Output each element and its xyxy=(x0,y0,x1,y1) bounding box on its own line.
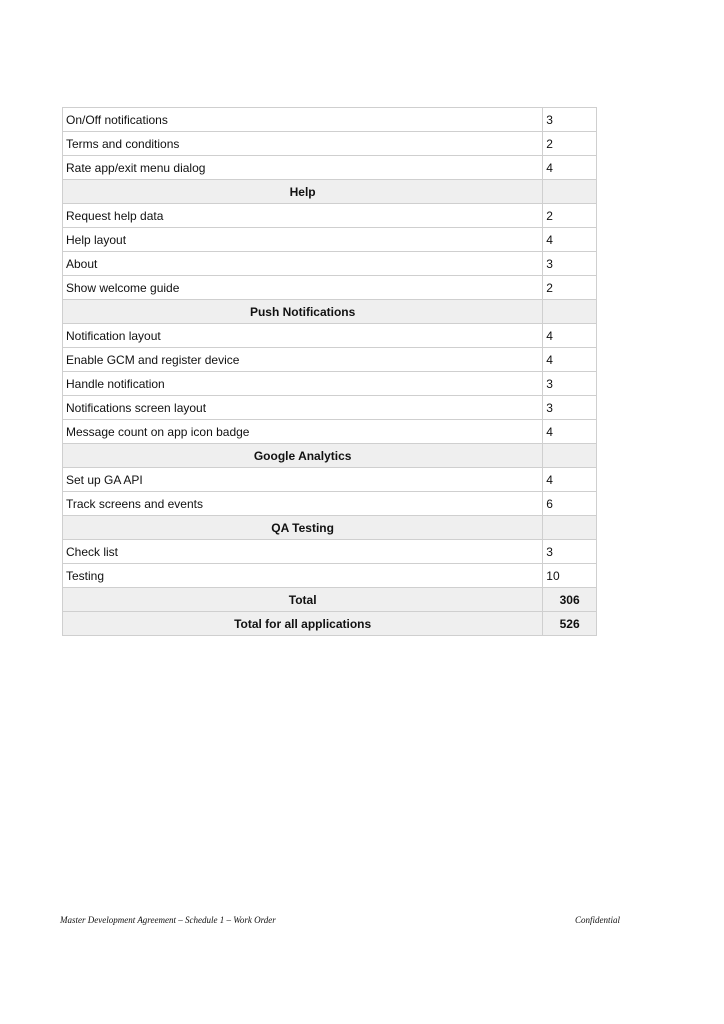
total-value: 526 xyxy=(543,612,597,636)
task-name: Enable GCM and register device xyxy=(63,348,543,372)
estimate-value: 3 xyxy=(543,108,597,132)
estimate-value: 3 xyxy=(543,540,597,564)
total-row xyxy=(63,588,597,612)
estimate-value: 3 xyxy=(543,372,597,396)
estimate-value: 6 xyxy=(543,492,597,516)
estimate-value: 2 xyxy=(543,204,597,228)
total-row xyxy=(63,612,597,636)
task-name: Request help data xyxy=(63,204,543,228)
work-estimate-table-body xyxy=(63,108,597,636)
task-name: Notifications screen layout xyxy=(63,396,543,420)
task-name: Rate app/exit menu dialog xyxy=(63,156,543,180)
estimate-value: 3 xyxy=(543,396,597,420)
estimate-value: 2 xyxy=(543,132,597,156)
estimate-value: 10 xyxy=(543,564,597,588)
table-row xyxy=(63,156,597,180)
estimate-value: 4 xyxy=(543,228,597,252)
section-header-row xyxy=(63,180,597,204)
table-row xyxy=(63,348,597,372)
task-name: Track screens and events xyxy=(63,492,543,516)
section-header-row xyxy=(63,516,597,540)
estimate-value: 4 xyxy=(543,156,597,180)
task-name: Help layout xyxy=(63,228,543,252)
total-value: 306 xyxy=(543,588,597,612)
table-row xyxy=(63,108,597,132)
table-row xyxy=(63,252,597,276)
task-name: Check list xyxy=(63,540,543,564)
section-header-row xyxy=(63,444,597,468)
section-title: QA Testing xyxy=(63,516,543,540)
task-name: Show welcome guide xyxy=(63,276,543,300)
total-label: Total xyxy=(63,588,543,612)
table-row xyxy=(63,468,597,492)
estimate-value xyxy=(543,300,597,324)
estimate-value: 4 xyxy=(543,324,597,348)
estimate-value: 4 xyxy=(543,420,597,444)
estimate-value: 2 xyxy=(543,276,597,300)
table-row xyxy=(63,396,597,420)
table-row xyxy=(63,276,597,300)
task-name: About xyxy=(63,252,543,276)
task-name: Message count on app icon badge xyxy=(63,420,543,444)
section-title: Google Analytics xyxy=(63,444,543,468)
estimate-value: 4 xyxy=(543,468,597,492)
table-row xyxy=(63,492,597,516)
table-row xyxy=(63,132,597,156)
footer-document-title: Master Development Agreement – Schedule 1 – Work Order xyxy=(60,915,276,925)
work-estimate-table xyxy=(62,107,597,636)
table-row xyxy=(63,204,597,228)
task-name: Set up GA API xyxy=(63,468,543,492)
total-label: Total for all applications xyxy=(63,612,543,636)
section-title: Push Notifications xyxy=(63,300,543,324)
task-name: Terms and conditions xyxy=(63,132,543,156)
task-name: On/Off notifications xyxy=(63,108,543,132)
table-row xyxy=(63,540,597,564)
estimate-value xyxy=(543,444,597,468)
task-name: Handle notification xyxy=(63,372,543,396)
section-header-row xyxy=(63,300,597,324)
task-name: Notification layout xyxy=(63,324,543,348)
table-row xyxy=(63,564,597,588)
table-row xyxy=(63,324,597,348)
section-title: Help xyxy=(63,180,543,204)
table-row xyxy=(63,420,597,444)
estimate-value: 4 xyxy=(543,348,597,372)
estimate-value: 3 xyxy=(543,252,597,276)
footer-confidential-label: Confidential xyxy=(575,915,620,925)
estimate-value xyxy=(543,180,597,204)
table-row xyxy=(63,372,597,396)
estimate-value xyxy=(543,516,597,540)
table-row xyxy=(63,228,597,252)
task-name: Testing xyxy=(63,564,543,588)
